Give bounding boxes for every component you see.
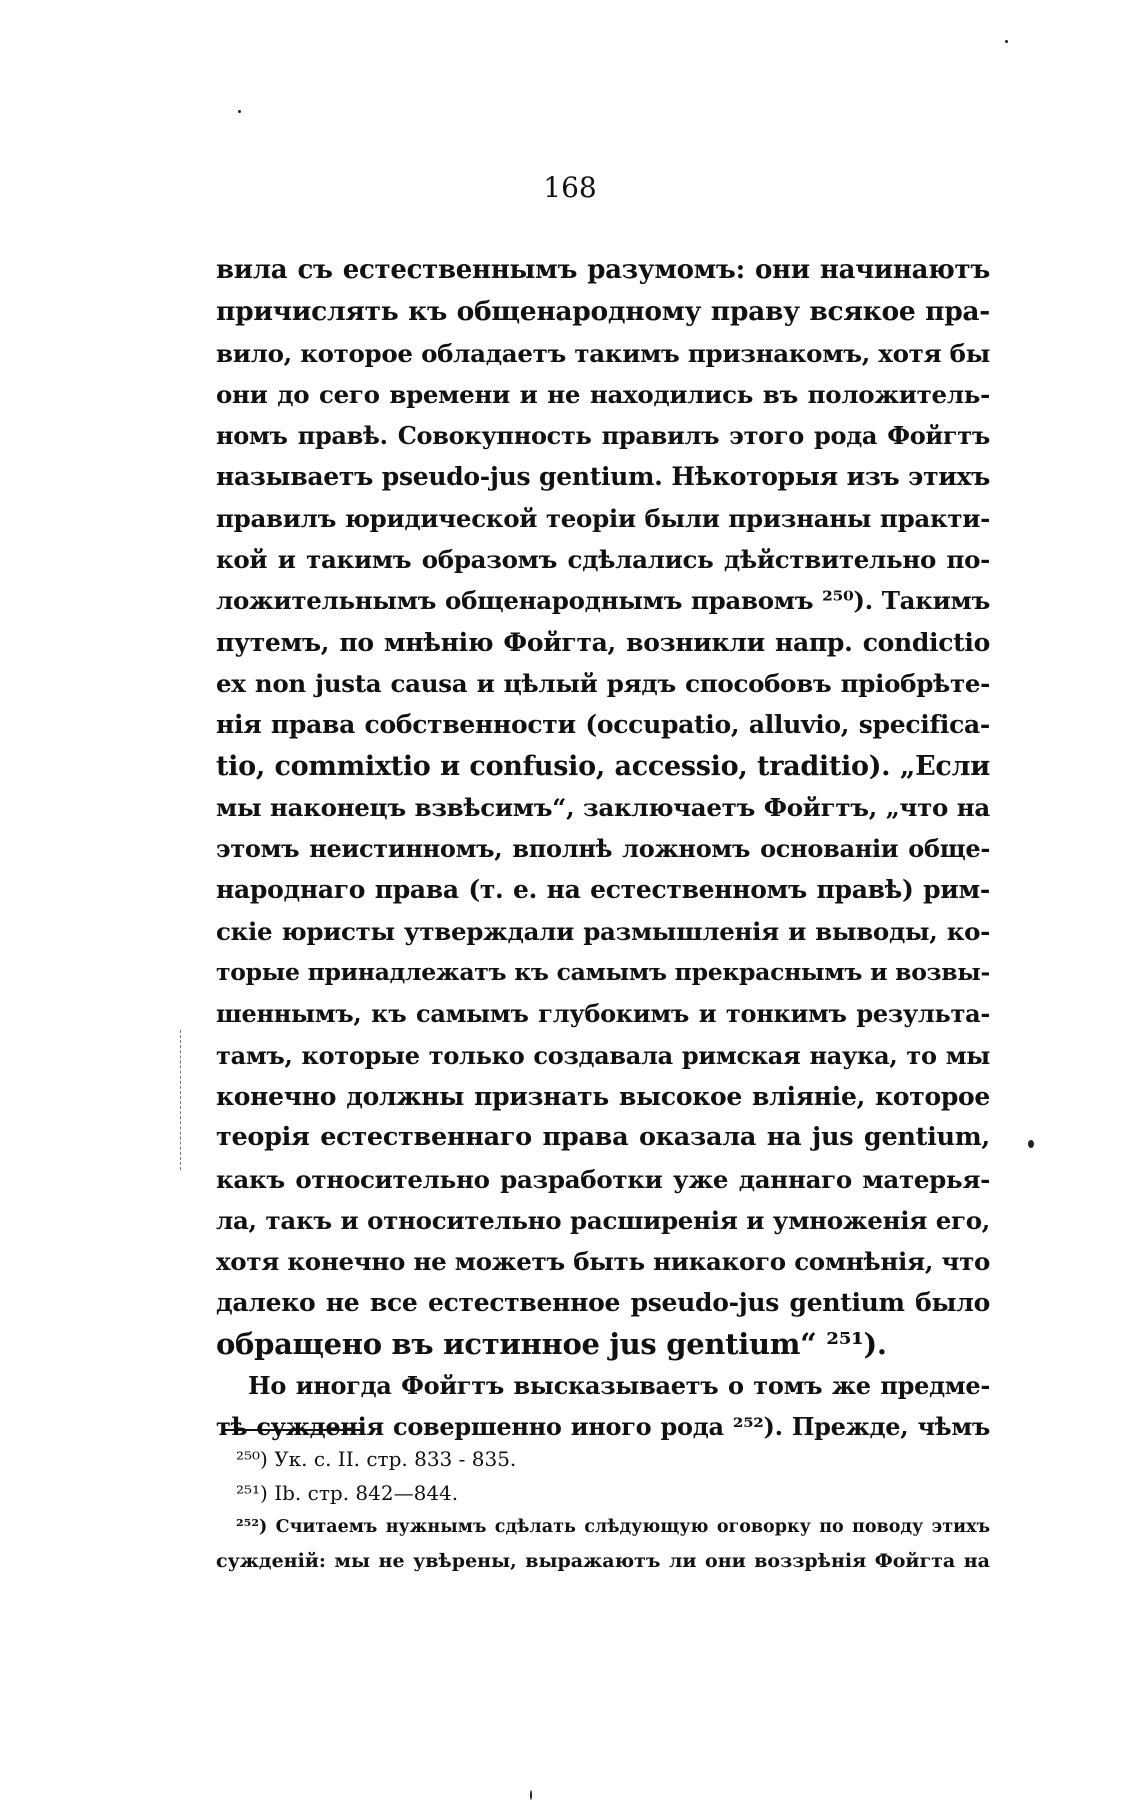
scan-speck — [530, 1790, 532, 1800]
text-line: шеннымъ, къ самымъ глубокимъ и тонкимъ результа- — [216, 999, 990, 1029]
text-line: этомъ неистинномъ, вполнѣ ложномъ основаніи обще- — [216, 834, 990, 864]
text-line: тамъ, которые только создавала римская наука, то мы — [216, 1040, 990, 1070]
scan-speck — [1005, 40, 1008, 43]
text-line: ex non justa causa и цѣлый рядъ способовъ пріобрѣте- — [216, 668, 990, 698]
text-line: мы наконецъ взвѣсимъ“, заключаетъ Фойгтъ, „что на — [216, 792, 990, 822]
text-line: правилъ юридической теоріи были признаны практи- — [216, 503, 990, 533]
text-line: народнаго права (т. е. на естественномъ правѣ) рим- — [216, 875, 990, 905]
text-line: ложительнымъ общенароднымъ правомъ ²⁵⁰). Такимъ — [216, 586, 990, 616]
text-line: номъ правѣ. Совокупность правилъ этого рода Фойгтъ — [216, 421, 990, 451]
footnote-separator — [222, 1429, 364, 1431]
text-line: нія права собственности (occupatio, alluvio, specifica- — [216, 710, 990, 740]
text-line: называетъ pseudo-jus gentium. Нѣкоторыя изъ этихъ — [216, 462, 990, 492]
text-line: торые принадлежатъ къ самымъ прекраснымъ и возвы- — [216, 958, 990, 987]
footnotes — [216, 1442, 990, 1578]
text-line: Но иногда Фойгтъ высказываетъ о томъ же предме- — [248, 1371, 990, 1401]
text-line: конечно должны признать высокое вліяніе, которое — [216, 1081, 990, 1111]
text-line: они до сего времени и не находились въ положитель- — [216, 379, 990, 409]
text-line: далеко не все естественное pseudo-jus gentium было — [216, 1288, 990, 1318]
footnote-250: ²⁵⁰) Ук. с. II. стр. 833 - 835. — [236, 1447, 517, 1471]
margin-mark — [180, 1030, 183, 1170]
text-line: обращено въ истинное jus gentium“ ²⁵¹). — [216, 1326, 887, 1361]
text-line: вило, которое обладаетъ такимъ признакомъ, хотя бы — [216, 338, 990, 368]
text-line: кой и такимъ образомъ сдѣлались дѣйствительно по- — [216, 545, 990, 575]
text-line: хотя конечно не можетъ быть никакого сомнѣнія, что — [216, 1247, 990, 1277]
body-text — [216, 250, 990, 1448]
text-line: вила съ естественнымъ разумомъ: они начинаютъ — [216, 255, 990, 285]
footnote-252-continuation: сужденій: мы не увѣрены, выражаютъ ли они воззрѣнія Фойгта на — [216, 1550, 990, 1572]
text-line: ла, такъ и относительно расширенія и умноженія его, — [216, 1205, 990, 1235]
scan-speck — [1028, 1140, 1034, 1148]
text-line: скіе юристы утверждали размышленія и выводы, ко- — [216, 916, 990, 946]
text-line: tio, commixtio и confusio, accessio, traditio). „Если — [216, 750, 990, 782]
page-number: 168 — [543, 171, 597, 204]
text-line: причислять къ общенародному праву всякое пра- — [216, 296, 990, 328]
text-line: тѣ сужденія совершенно иного рода ²⁵²). Прежде, чѣмъ — [216, 1412, 990, 1442]
text-line: путемъ, по мнѣнію Фойгта, возникли напр. condictio — [216, 627, 990, 657]
footnote-251: ²⁵¹) Ib. стр. 842—844. — [236, 1481, 459, 1505]
scan-speck — [238, 110, 241, 113]
text-line: какъ относительно разработки уже даннаго матерья- — [216, 1164, 990, 1194]
text-line: теорія естественнаго права оказала на jus gentium, — [216, 1122, 990, 1153]
footnote-252: ²⁵²) Считаемъ нужнымъ сдѣлать слѣдующую оговорку по поводу этихъ — [236, 1517, 990, 1537]
